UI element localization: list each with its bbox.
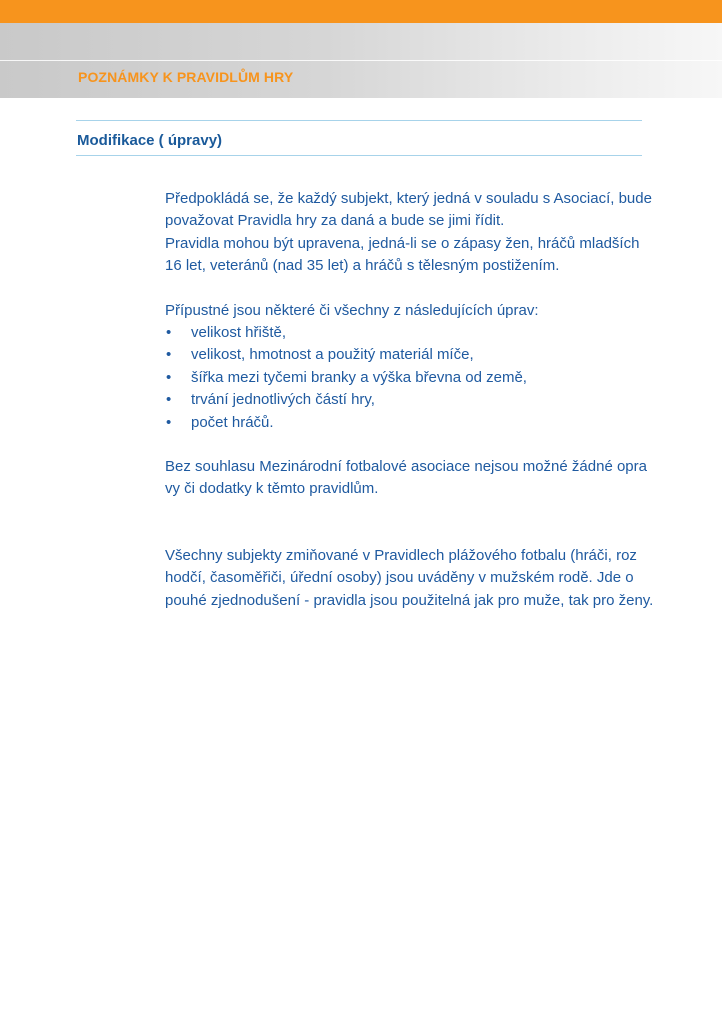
list-item [165,389,665,411]
text-line: 16 let, veteránů (nad 35 let) a hráčů s tělesným postižením. [165,257,560,275]
bullet-icon: • [166,324,172,342]
paragraph-applicability [165,188,665,278]
list-item-text: šířka mezi tyčemi branky a výška břevna od země, [191,368,527,386]
list-item [165,344,665,366]
orange-top-bar [0,0,722,23]
text-line: pouhé zjednodušení - pravidla jsou použitelná jak pro muže, tak pro ženy. [165,591,654,609]
paragraph-gender-note [165,545,665,612]
body-content [165,188,665,612]
list-item-text: velikost hřiště, [191,324,287,342]
text-line: Předpokládá se, že každý subjekt, který jedná v souladu s Asociací, bude [165,190,652,207]
modifications-list [165,322,665,434]
bullet-icon: • [166,368,172,386]
list-item [165,322,665,344]
text-line: Všechny subjekty zmiňované v Pravidlech plážového fotbalu (hráči, roz [165,546,637,564]
text-line: považovat Pravidla hry za daná a bude se jimi řídit. [165,212,505,230]
page-header-title: POZNÁMKY K PRAVIDLŮM HRY [78,69,294,85]
bullet-icon: • [166,391,172,409]
text-line: Pravidla mohou být upravena, jedná-li se o zápasy žen, hráčů mladších [165,234,640,252]
bullet-icon: • [166,413,172,431]
section-rule-top [76,120,642,121]
header-band [0,23,722,98]
paragraph-fifa-approval [165,456,665,501]
list-item [165,412,665,434]
section-title: Modifikace ( úpravy) [77,132,223,149]
bullet-icon: • [166,346,172,364]
text-line: Bez souhlasu Mezinárodní fotbalové asociace nejsou možné žádné opra [165,458,647,476]
list-item-text: počet hráčů. [191,413,274,431]
text-line: vy či dodatky k těmto pravidlům. [165,480,379,498]
section-rule-bottom [76,155,642,156]
text-line: hodčí, časoměřiči, úřední osoby) jsou uváděny v mužském rodě. Jde o [165,569,634,587]
paragraph-modifications-intro: Přípustné jsou některé či všechny z následujících úprav: [165,301,539,319]
list-item [165,367,665,389]
list-item-text: trvání jednotlivých částí hry, [191,391,375,409]
list-item-text: velikost, hmotnost a použitý materiál míče, [191,346,474,364]
header-band-divider [0,60,722,61]
